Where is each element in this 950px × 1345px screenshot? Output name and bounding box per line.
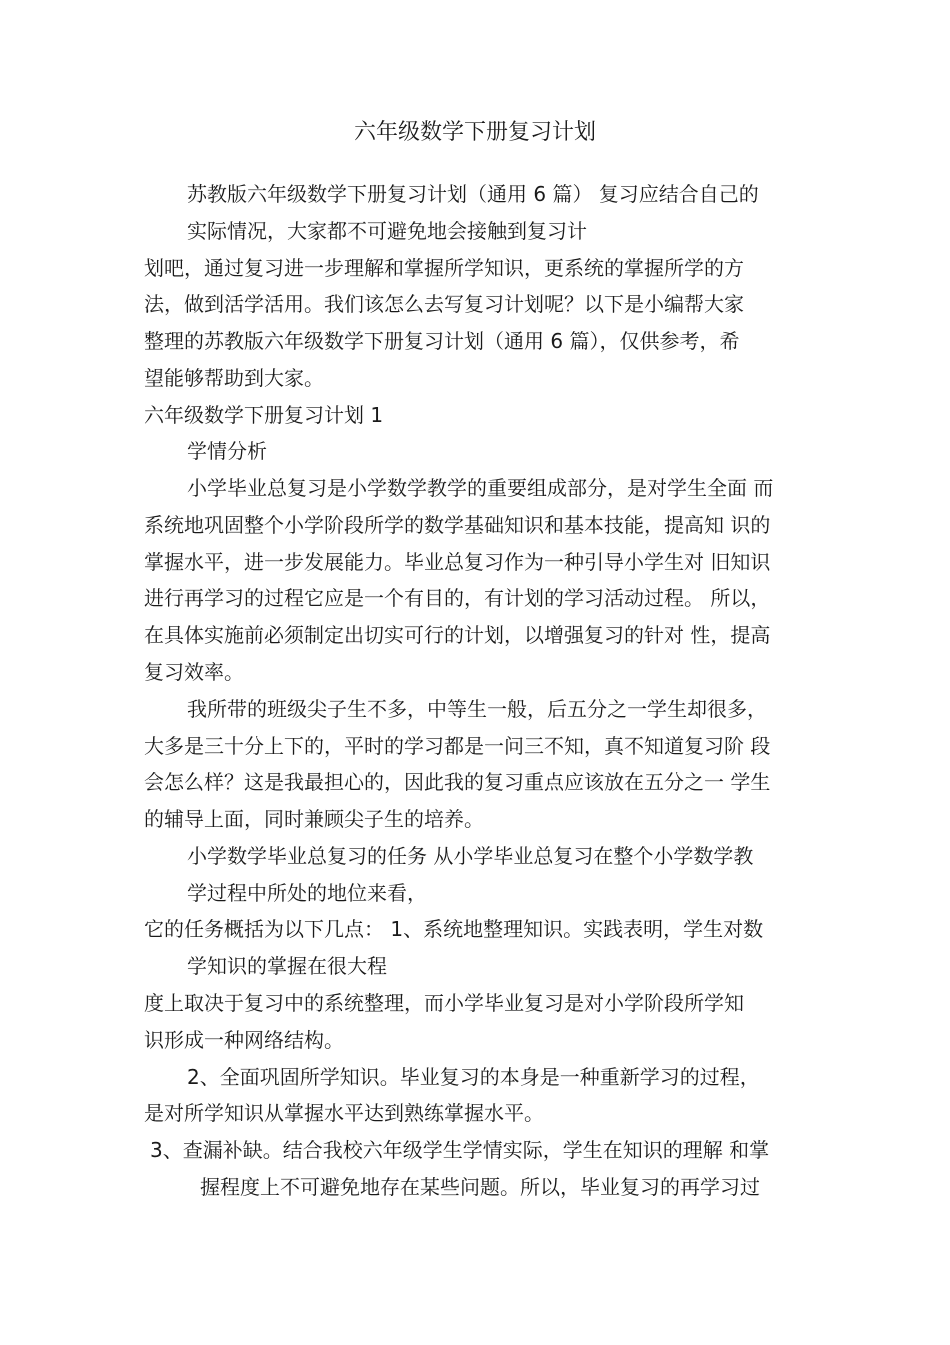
section-heading: 六年级数学下册复习计划 1	[144, 403, 384, 427]
text-line: 实际情况，大家都不可避免地会接触到复习计	[187, 219, 587, 243]
text-line: 2、全面巩固所学知识。毕业复习的本身是一种重新学习的过程，	[187, 1065, 760, 1089]
text-line: 掌握水平，进一步发展能力。毕业总复习作为一种引导小学生对 旧知识	[144, 550, 771, 574]
text-line: 在具体实施前必须制定出切实可行的计划，以增强复习的针对 性，提高	[144, 623, 771, 647]
text-line: 会怎么样？这是我最担心的，因此我的复习重点应该放在五分之一 学生	[144, 770, 771, 794]
text-line: 小学数学毕业总复习的任务 从小学毕业总复习在整个小学数学教	[187, 844, 754, 868]
text-line: 望能够帮助到大家。	[144, 366, 324, 390]
text-line: 小学毕业总复习是小学数学教学的重要组成部分，是对学生全面 而	[187, 476, 774, 500]
document-title: 六年级数学下册复习计划	[353, 120, 596, 145]
text-line: 3、查漏补缺。结合我校六年级学生学情实际，学生在知识的理解 和掌	[150, 1138, 770, 1162]
text-line: 的辅导上面，同时兼顾尖子生的培养。	[144, 807, 484, 831]
text-line: 苏教版六年级数学下册复习计划（通用 6 篇） 复习应结合自己的	[187, 182, 759, 206]
text-line: 是对所学知识从掌握水平达到熟练掌握水平。	[144, 1101, 544, 1125]
text-line: 识形成一种网络结构。	[144, 1028, 344, 1052]
text-line: 学知识的掌握在很大程	[187, 954, 387, 978]
text-line: 大多是三十分上下的，平时的学习都是一问三不知，真不知道复习阶 段	[144, 734, 771, 758]
subsection-heading: 学情分析	[187, 439, 267, 463]
text-line: 法，做到活学活用。我们该怎么去写复习计划呢？以下是小编帮大家	[144, 292, 744, 316]
text-line: 它的任务概括为以下几点： 1、系统地整理知识。实践表明，学生对数	[144, 917, 764, 941]
text-line: 学过程中所处的地位来看，	[187, 881, 427, 905]
text-line: 进行再学习的过程它应是一个有目的，有计划的学习活动过程。 所以，	[144, 586, 771, 610]
text-line: 我所带的班级尖子生不多，中等生一般，后五分之一学生却很多，	[187, 697, 767, 721]
text-line: 划吧，通过复习进一步理解和掌握所学知识，更系统的掌握所学的方	[144, 256, 744, 280]
text-line: 整理的苏教版六年级数学下册复习计划（通用 6 篇），仅供参考，希	[144, 329, 740, 353]
text-line: 握程度上不可避免地存在某些问题。所以，毕业复习的再学习过	[200, 1175, 760, 1199]
text-line: 系统地巩固整个小学阶段所学的数学基础知识和基本技能，提高知 识的	[144, 513, 771, 537]
text-line: 复习效率。	[144, 660, 244, 684]
text-line: 度上取决于复习中的系统整理，而小学毕业复习是对小学阶段所学知	[144, 991, 744, 1015]
